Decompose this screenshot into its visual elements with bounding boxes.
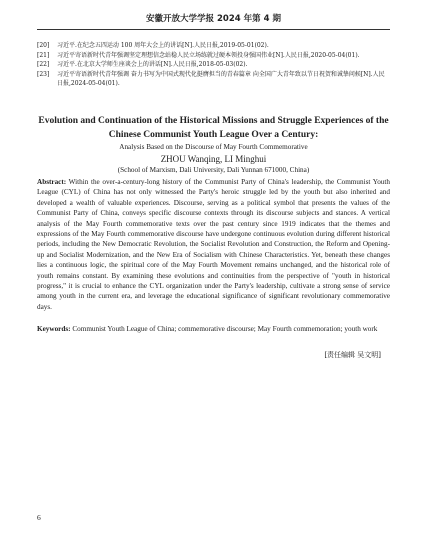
abstract-label: Abstract:: [37, 178, 67, 186]
header-rule: [37, 29, 390, 30]
reference-text: 习近平寄语新时代青年强调坚定理想信念站稳人民立场练就过硬本领投身强国伟业[N].人民日报,2020-05-04(01).: [57, 51, 360, 59]
editor-note: [责任编辑 吴文明]: [324, 351, 381, 359]
keywords-text: Communist Youth League of China; commemorative discourse; May Fourth commemoration; youth work: [72, 325, 378, 333]
reference-text: 习近平.在纪念五四运动 100 周年大会上的讲话[N].人民日报,2019-05-01(02).: [57, 42, 269, 49]
paper-subtitle: Analysis Based on the Discourse of May Fourth Commemorative: [119, 143, 308, 151]
reference-number: [21]: [37, 51, 50, 59]
reference-number: [20]: [37, 42, 50, 49]
reference-item: [37, 41, 390, 51]
reference-item: [37, 70, 390, 89]
paper-title: Evolution and Continuation of the Historical Missions and Struggle Experiences of the Chinese Communist Youth League Over a Century:: [38, 116, 389, 140]
page-number: 6: [37, 513, 41, 522]
journal-header: 安徽开放大学学报 2024 年第 4 期: [146, 14, 281, 24]
reference-text: 习近平寄语新时代青年强调 奋力书写为中国式现代化挺膺担当的青春篇章 向全国广大青年致以节日祝贺和诚挚问候[N].人民日报,2024-05-04(01).: [57, 70, 385, 87]
abstract: [37, 177, 390, 312]
reference-number: [22]: [37, 61, 50, 68]
reference-list: [37, 41, 390, 89]
abstract-text: Within the over-a-century-long history of the Communist Party of China's leadership, the Communist Youth League (CYL) of China has not only witnessed the Party's heroic struggle led by the youth but also inherited and developed a wealth of valuable experiences. Discourse, serving as a political symbol that presents the values of the Communist Party of China, conveys specific discourse contexts through its discourse subjects and stances. A vertical analysis of the May Fourth commemorative texts over the past century since 1919 indicates that the themes and expressions of the May Fourth commemorative discourse have undergone continuous evolution during different historical periods, including the New Democratic Revolution, the Socialist Revolution and Construction, the Reform and Opening-up and Socialist Modernization, and the New Era of Socialism with Chinese Characteristics. Yet, beneath these changes lies a continuous logic, the spiritual core of the May Fourth Movement remains unchanged, and the historical role of youth remains constant. By examining these evolutions and continuities from the perspective of "youth in historical progress," it is crucial to enhance the CYL organization under the Party's leadership, cultivate a strong sense of service among youth in the current era, and leverage the educational significance of significant revolutionary commemorative days.: [37, 178, 390, 311]
reference-number: [23]: [37, 70, 50, 78]
reference-text: 习近平.在北京大学师生座谈会上的讲话[N].人民日报,2018-05-03(02).: [57, 61, 248, 68]
reference-item: [37, 51, 390, 61]
keywords: [37, 324, 390, 334]
author-affiliation: (School of Marxism, Dali University, Dali Yunnan 671000, China): [117, 166, 310, 174]
paper-authors: ZHOU Wanqing, LI Minghui: [160, 154, 267, 164]
reference-item: [37, 60, 390, 70]
keywords-label: Keywords:: [37, 325, 71, 333]
